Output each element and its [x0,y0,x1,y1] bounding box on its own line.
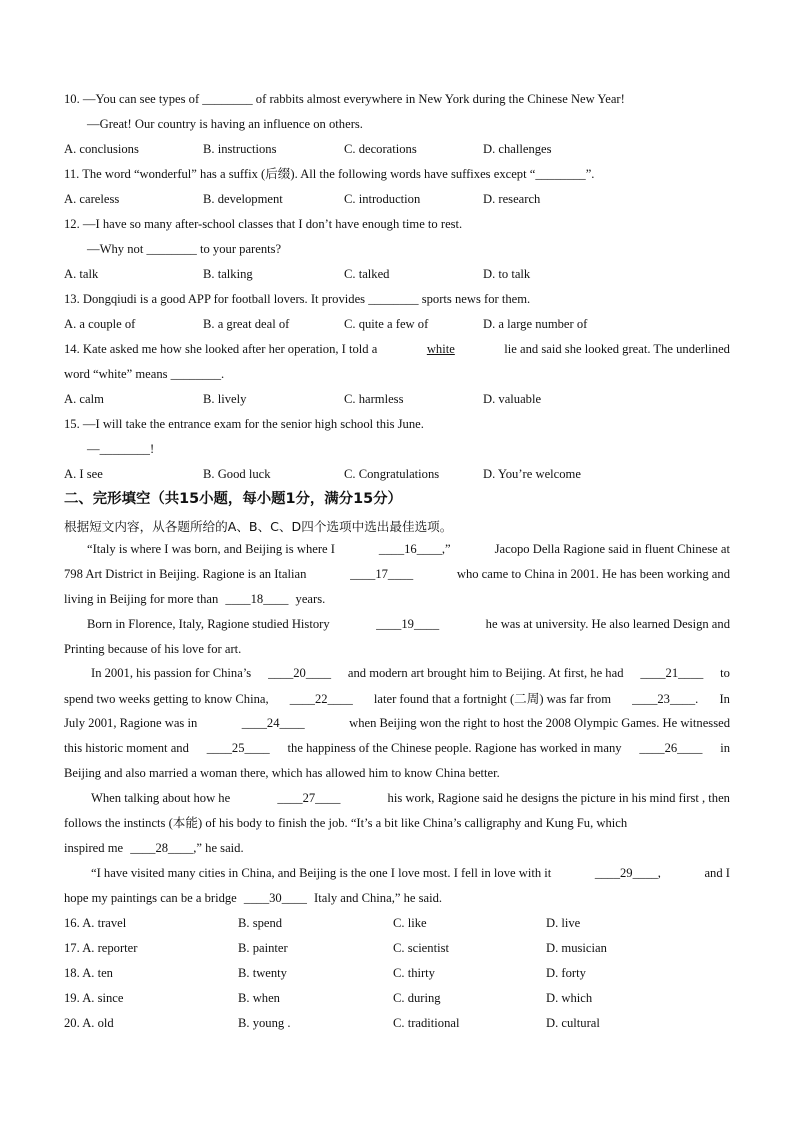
q16-option-c: C. like [393,916,427,930]
q18-option-b: B. twenty [238,966,287,980]
q12-reply: —Why not ________ to your parents? [87,242,282,256]
q16-option-b: B. spend [238,916,283,930]
q18-option-a: 18. A. ten [64,966,113,980]
blank-25: ____25____ [206,741,270,755]
passage-p3-line3 [64,715,730,731]
q17-option-b: B. painter [238,941,288,955]
passage-text: inspired me [64,841,124,855]
passage-text: Beijing and also married a woman there, which has allowed him to know China better. [64,766,500,780]
blank-19: ____19____ [376,617,440,631]
passage-text: in [720,741,730,755]
q14-option-c: C. harmless [344,392,404,406]
q16-option-d: D. live [546,916,581,930]
passage-p3-line4 [64,740,730,756]
passage-text: Printing because of his love for art. [64,642,242,656]
q14-underlined-word: white [426,342,455,356]
q10-option-b: B. instructions [203,142,277,156]
blank-28: ____28____,” [130,841,202,855]
passage-text: this historic moment and [64,741,189,755]
passage-p5-line2 [64,890,442,906]
blank-27: ____27____ [277,791,341,805]
q14-stem-part2: lie and said she looked great. The underlined [504,342,730,356]
passage-text: 798 Art District in Beijing. Ragione is an Italian [64,567,307,581]
passage-text: When talking about how he [91,791,231,805]
passage-p3-line5 [64,765,500,781]
q15-option-d: D. You’re welcome [483,467,581,481]
q11-option-a: A. careless [64,192,120,206]
passage-p4-line2 [64,815,730,831]
passage-p4-line3 [64,840,244,856]
passage-text: he was at university. He also learned Design and [485,617,730,631]
q20-option-a: 20. A. old [64,1016,114,1030]
passage-text: In 2001, his passion for China’s [91,666,252,680]
passage-p3-line2 [64,691,730,707]
q19-option-a: 19. A. since [64,991,124,1005]
passage-text: his work, Ragione said he designs the picture in his mind first , then [387,791,730,805]
q17-option-a: 17. A. reporter [64,941,138,955]
q15-option-a: A. I see [64,467,103,481]
passage-text: hope my paintings can be a bridge [64,891,237,905]
q11-option-c: C. introduction [344,192,421,206]
q20-option-d: D. cultural [546,1016,600,1030]
passage-text: later found that a fortnight (二周) was far from [373,692,612,706]
passage-p2-line1 [87,616,730,632]
q13-option-a: A. a couple of [64,317,136,331]
q12-stem: 12. —I have so many after-school classes that I don’t have enough time to rest. [64,217,463,231]
passage-text: Italy and China,” he said. [314,891,443,905]
passage-p1-line1 [87,541,730,557]
q10-option-c: C. decorations [344,142,417,156]
passage-text: follows the instincts (本能) of his body to finish the job. “It’s a bit like China’s calligraphy and Kung Fu, which [64,816,628,830]
blank-30: ____30____ [243,891,307,905]
q10-option-d: D. challenges [483,142,552,156]
q12-option-c: C. talked [344,267,390,281]
q14-stem [64,341,730,357]
blank-26: ____26____ [639,741,703,755]
passage-p1-line2 [64,566,730,582]
section-instruction: 根据短文内容，从各题所给的A、B、C、D四个选项中选出最佳选项。 [64,519,453,534]
q19-option-d: D. which [546,991,593,1005]
q17-option-d: D. musician [546,941,607,955]
passage-text: years. [295,592,326,606]
passage-text: “Italy is where I was born, and Beijing is where I [87,542,335,556]
q14-stem-line2: word “white” means ________. [64,367,225,381]
passage-text: In [719,692,730,706]
blank-16: ____16____,” [378,542,451,556]
q18-option-d: D. forty [546,966,586,980]
blank-18: ____18____ [225,592,289,606]
passage-text: Born in Florence, Italy, Ragione studied History [87,617,330,631]
q19-option-c: C. during [393,991,441,1005]
q15-option-b: B. Good luck [203,467,271,481]
passage-p5-line1 [91,865,730,881]
q15-reply: —________! [87,442,155,456]
q15-option-c: C. Congratulations [344,467,440,481]
passage-text: spend two weeks getting to know China, [64,692,269,706]
q15-stem: 15. —I will take the entrance exam for the senior high school this June. [64,417,424,431]
passage-text: the happiness of the Chinese people. Ragione has worked in many [287,741,622,755]
passage-p2-line2 [64,641,241,657]
passage-text: to [720,666,730,680]
passage-text: “I have visited many cities in China, and Beijing is the one I love most. I fell in love with it [91,866,552,880]
passage-text: he said. [205,841,244,855]
passage-text: living in Beijing for more than [64,592,219,606]
blank-24: ____24____ [241,716,305,730]
passage-text: Jacopo Della Ragione said in fluent Chinese at [494,542,730,556]
q17-option-c: C. scientist [393,941,449,955]
passage-text: who came to China in 2001. He has been working and [456,567,730,581]
q13-stem: 13. Dongqiudi is a good APP for football lovers. It provides ________ sports news for them. [64,292,531,306]
q10-reply: —Great! Our country is having an influence on others. [87,117,363,131]
q19-option-b: B. when [238,991,280,1005]
q13-option-d: D. a large number of [483,317,588,331]
q11-option-d: D. research [483,192,541,206]
blank-17: ____17____ [350,567,414,581]
q10-stem: 10. —You can see types of ________ of rabbits almost everywhere in New York during the Chinese New Year! [64,92,625,106]
q14-option-d: D. valuable [483,392,542,406]
blank-20: ____20____ [268,666,332,680]
q12-option-b: B. talking [203,267,253,281]
passage-p4-line1 [91,790,730,806]
q10-option-a: A. conclusions [64,142,139,156]
passage-text: July 2001, Ragione was in [64,716,198,730]
blank-29: ____29____, [594,866,661,880]
passage-p3-line1 [91,665,730,681]
q12-option-a: A. talk [64,267,99,281]
blank-21: ____21____ [640,666,704,680]
passage-text: when Beijing won the right to host the 2008 Olympic Games. He witnessed [349,716,730,730]
q14-option-b: B. lively [203,392,247,406]
q20-option-c: C. traditional [393,1016,460,1030]
passage-p1-line3 [64,591,325,607]
passage-text: and modern art brought him to Beijing. At first, he had [347,666,624,680]
passage-text: and I [704,866,730,880]
q11-option-b: B. development [203,192,283,206]
q13-option-b: B. a great deal of [203,317,290,331]
blank-22: ____22____ [289,692,353,706]
q14-stem-part1: 14. Kate asked me how she looked after her operation, I told a [64,342,378,356]
q14-option-a: A. calm [64,392,104,406]
q13-option-c: C. quite a few of [344,317,429,331]
q16-option-a: 16. A. travel [64,916,127,930]
q18-option-c: C. thirty [393,966,435,980]
section-heading: 二、完形填空（共15小题，每小题1分，满分15分） [64,491,402,507]
blank-23: ____23____. [632,692,699,706]
q12-option-d: D. to talk [483,267,531,281]
q20-option-b: B. young . [238,1016,291,1030]
q11-stem: 11. The word “wonderful” has a suffix (后缀). All the following words have suffixes except “________”. [64,167,595,181]
